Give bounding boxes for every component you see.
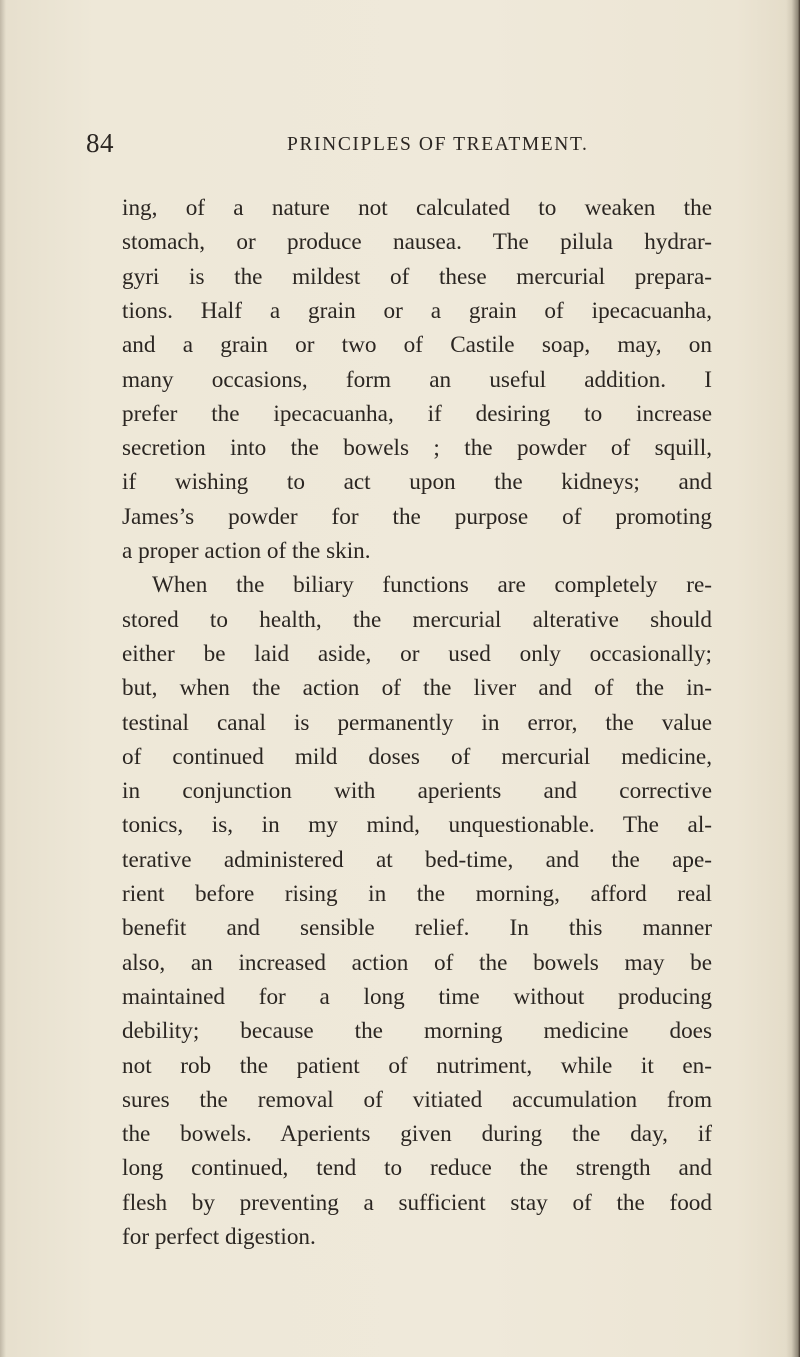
text-line: tions. Half a grain or a grain of ipecacuanha, (122, 297, 712, 324)
text-line: James’s powder for the purpose of promoting (122, 503, 712, 530)
text-line: testinal canal is permanently in error, the value (122, 709, 712, 736)
page-number: 84 (86, 128, 114, 158)
text-line: if wishing to act upon the kidneys; and (122, 469, 712, 496)
text-line: the bowels. Aperients given during the day, if (122, 1121, 712, 1148)
paragraph-end-line: a proper action of the skin. (122, 538, 371, 564)
text-line: debility; because the morning medicine does (122, 1018, 712, 1045)
page-left-edge (0, 0, 6, 1357)
text-line: sures the removal of vitiated accumulation from (122, 1086, 712, 1113)
text-line: rient before rising in the morning, afford real (122, 881, 712, 907)
text-line: also, an increased action of the bowels may be (122, 949, 712, 976)
text-line: in conjunction with aperients and corrective (122, 778, 712, 805)
text-line: either be laid aside, or used only occasionally; (122, 640, 712, 667)
text-line: prefer the ipecacuanha, if desiring to increase (122, 400, 712, 427)
text-line: maintained for a long time without producing (122, 983, 712, 1010)
text-line: of continued mild doses of mercurial medicine, (122, 743, 712, 770)
text-line: many occasions, form an useful addition. I (122, 366, 712, 393)
page-header (86, 128, 726, 168)
paragraph-start-line: When the biliary functions are completely re- (152, 572, 712, 599)
text-line: ing, of a nature not calculated to weaken the (122, 195, 712, 221)
text-line: benefit and sensible relief. In this manner (122, 915, 712, 942)
text-line: terative administered at bed-time, and the ape- (122, 846, 712, 873)
paragraph-end-line: for perfect digestion. (122, 1224, 316, 1250)
text-line: stored to health, the mercurial alterative should (122, 606, 712, 633)
page-binding-shadow (786, 0, 800, 1357)
running-head: PRINCIPLES OF TREATMENT. (287, 134, 589, 155)
text-line: flesh by preventing a sufficient stay of the food (122, 1189, 712, 1216)
text-line: tonics, is, in my mind, unquestionable. The al- (122, 812, 712, 839)
text-line: not rob the patient of nutriment, while it en- (122, 1052, 712, 1079)
text-line: but, when the action of the liver and of the in- (122, 675, 712, 702)
text-line: gyri is the mildest of these mercurial prepara- (122, 263, 712, 290)
text-line: stomach, or produce nausea. The pilula hydrar- (122, 229, 712, 256)
text-line: secretion into the bowels ; the powder of squill, (122, 435, 712, 462)
text-line: long continued, tend to reduce the strength and (122, 1155, 712, 1182)
text-line: and a grain or two of Castile soap, may, on (122, 332, 712, 359)
